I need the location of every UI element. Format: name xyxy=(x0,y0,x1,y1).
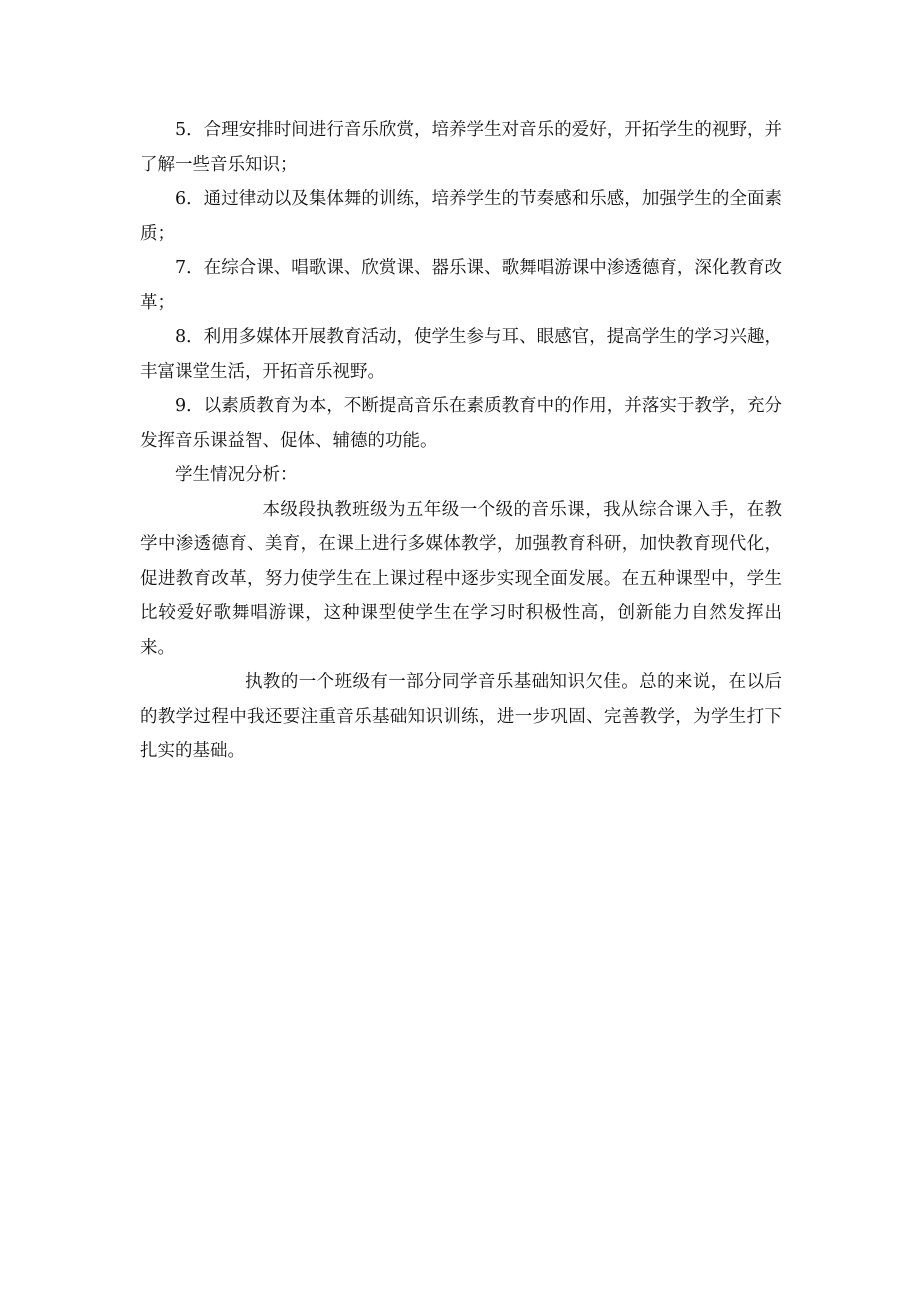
goal-item-6: 6．通过律动以及集体舞的训练，培养学生的节奏感和乐感，加强学生的全面素质； xyxy=(140,189,782,244)
goal-item-7: 7．在综合课、唱歌课、欣赏课、器乐课、歌舞唱游课中渗透德育，深化教育改革； xyxy=(140,258,782,313)
section-title: 学生情况分析： xyxy=(175,465,298,485)
goal-item-5: 5．合理安排时间进行音乐欣赏，培养学生对音乐的爱好，开拓学生的视野，并了解一些音乐知识； xyxy=(140,120,782,175)
goal-item-9: 9．以素质教育为本，不断提高音乐在素质教育中的作用，并落实于教学，充分发挥音乐课益智、促体、辅德的功能。 xyxy=(140,396,782,451)
analysis-paragraph-1: 本级段执教班级为五年级一个级的音乐课，我从综合课入手，在教学中渗透德育、美育，在课上进行多媒体教学，加强教育科研，加快教育现代化，促进教育改革，努力使学生在上课过程中逐步实现全面发展。在五种课型中，学生比较爱好歌舞唱游课，这种课型使学生在学习时积极性高，创新能力自然发挥出来。 xyxy=(140,499,782,658)
document-body xyxy=(140,113,782,769)
goal-item-8: 8．利用多媒体开展教育活动，使学生参与耳、眼感官，提高学生的学习兴趣，丰富课堂生活，开拓音乐视野。 xyxy=(140,327,782,382)
analysis-paragraph-2: 执教的一个班级有一部分同学音乐基础知识欠佳。总的来说，在以后的教学过程中我还要注重音乐基础知识训练，进一步巩固、完善教学，为学生打下扎实的基础。 xyxy=(140,672,782,761)
